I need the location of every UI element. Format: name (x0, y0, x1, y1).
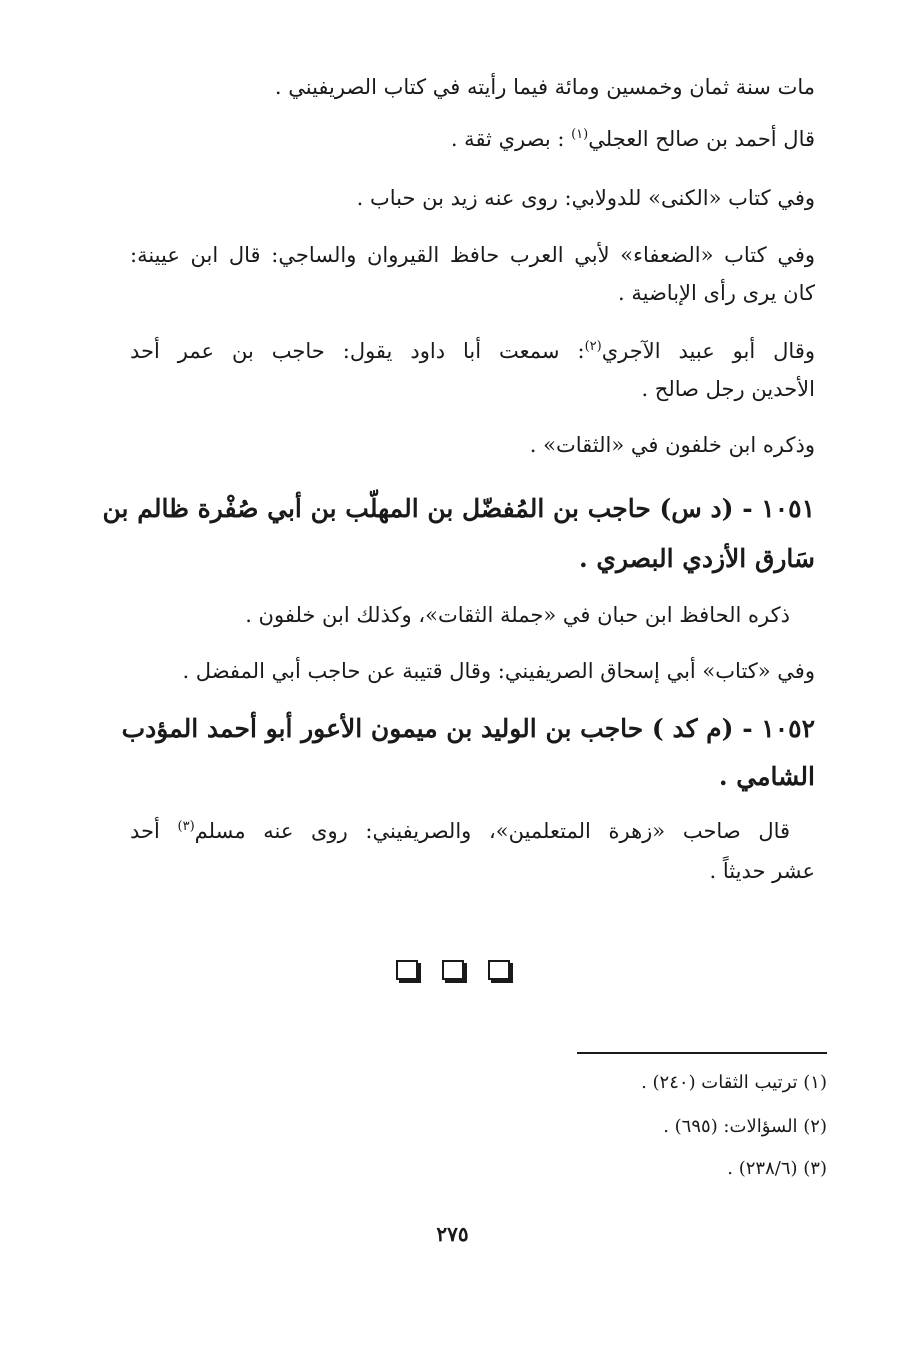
section-ornaments (0, 960, 905, 980)
text-line-8: وذكره ابن خلفون في «الثقات» . (529, 433, 815, 457)
footnote-divider (577, 1052, 827, 1054)
text-line-2 (451, 124, 815, 154)
entry-heading-1051: ١٠٥١ - (د س) حاجب بن المُفضّل بن المهلّب بن أبي صُفْرة ظالم بن (102, 494, 815, 523)
square-ornament-icon (442, 960, 464, 980)
text-line-10: وفي «كتاب» أبي إسحاق الصريفيني: وقال قتيبة عن حاجب أبي المفضل . (182, 659, 815, 683)
text-line-1: مات سنة ثمان وخمسين ومائة فيما رأيته في كتاب الصريفيني . (274, 75, 815, 99)
footnote-2: (٢) السؤالات: (٦٩٥) . (663, 1116, 827, 1137)
footnote-3: (٣) (٢٣٨/٦) . (727, 1158, 827, 1179)
text-fragment: : بصري ثقة . (450, 127, 572, 151)
text-fragment: أحد (130, 819, 178, 843)
entry-heading-1052: ١٠٥٢ - (م كد ) حاجب بن الوليد بن ميمون الأعور أبو أحمد المؤدب (121, 714, 815, 743)
text-line-4: وفي كتاب «الضعفاء» لأبي العرب حافظ القيروان والساجي: قال ابن عيينة: (130, 243, 815, 267)
footnote-marker: (٣) (177, 819, 195, 834)
entry-heading-1052-cont: الشامي . (718, 762, 815, 791)
square-ornament-icon (488, 960, 510, 980)
text-line-7: الأحدين رجل صالح . (641, 377, 815, 401)
text-line-5: كان يرى رأى الإباضية . (618, 281, 815, 305)
text-line-12: عشر حديثاً . (709, 859, 815, 883)
text-line-9: ذكره الحافظ ابن حبان في «جملة الثقات»، وكذلك ابن خلفون . (245, 603, 790, 627)
text-line-6 (130, 336, 815, 366)
square-ornament-icon (396, 960, 418, 980)
text-fragment: وقال أبو عبيد الآجري (601, 339, 816, 363)
footnote-marker: (٢) (584, 339, 602, 354)
page-number: ٢٧٥ (436, 1222, 469, 1246)
entry-heading-1051-cont: سَارق الأزدي البصري . (579, 544, 815, 573)
footnote-1: (١) ترتيب الثقات (٢٤٠) . (641, 1072, 827, 1093)
text-line-3: وفي كتاب «الكنى» للدولابي: روى عنه زيد بن حباب . (356, 186, 815, 210)
text-line-11 (130, 816, 815, 846)
footnote-marker: (١) (571, 127, 589, 142)
text-fragment: قال صاحب «زهرة المتعلمين»، والصريفيني: روى عنه مسلم (194, 819, 791, 843)
text-fragment: قال أحمد بن صالح العجلي (588, 127, 815, 151)
text-fragment: : سمعت أبا داود يقول: حاجب بن عمر أحد (130, 339, 585, 363)
